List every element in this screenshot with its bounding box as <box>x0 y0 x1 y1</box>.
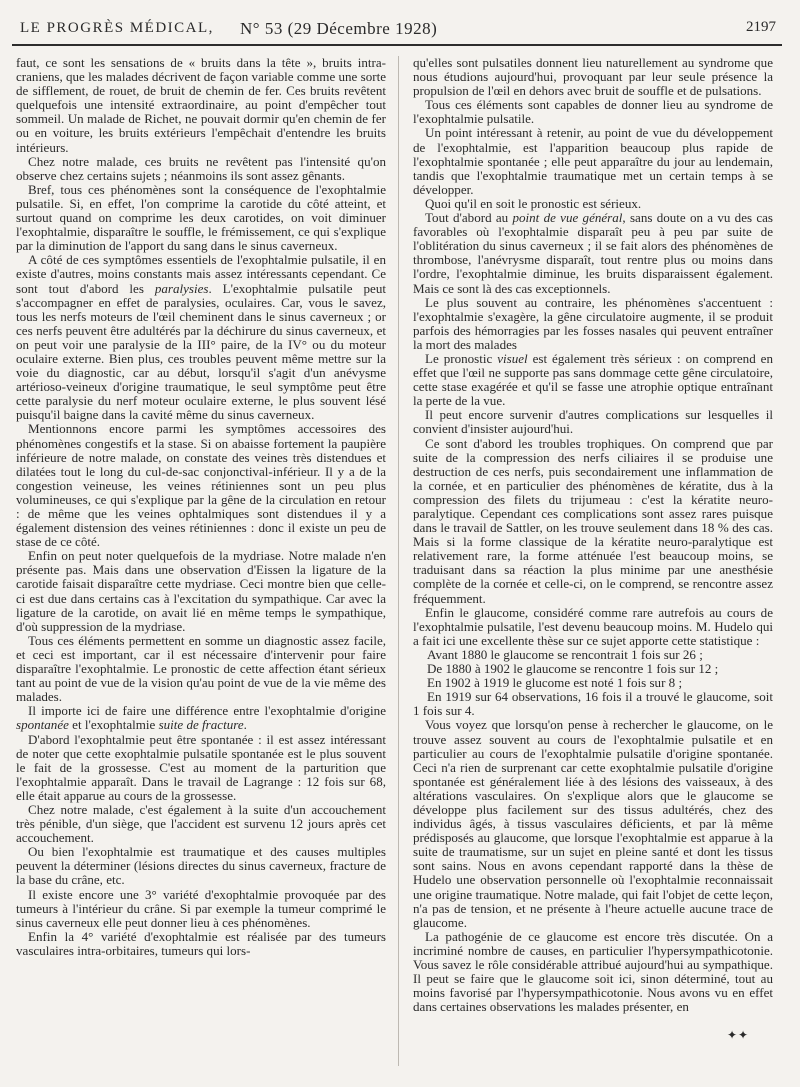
end-ornament: ✦✦ <box>727 1028 750 1042</box>
paragraph <box>413 676 773 690</box>
text-run: Mentionnons encore parmi les symptômes accessoires des phénomènes congestifs et la stase. Si on abaisse fortement la paupière inférieure de notre malade, on constate des veines très distendues et dilatées tout le long du cul-de-sac conjonctival-inférieur. Il y a de la congestion veineuse, les veines rétiniennes sont un peu plus volumineuses, ce qui s'explique par la gêne de la circulation en retour : de même que les veines ophtalmiques sont distendues il y a également distension des veines rétiniennes : donc il existe un peu de stase de ce côté. <box>16 421 386 550</box>
italic-text: spontanée <box>16 717 69 733</box>
paragraph <box>16 930 386 958</box>
paragraph <box>16 845 386 887</box>
paragraph <box>413 126 773 196</box>
paragraph <box>413 98 773 126</box>
text-run: Tous ces éléments sont capables de donner lieu au syndrome de l'exophtalmie pulsatile. <box>413 97 773 127</box>
paragraph <box>16 183 386 253</box>
paragraph <box>413 296 773 352</box>
text-run: Le plus souvent au contraire, les phénomènes s'accentuent : l'exophtalmie s'exagère, la gêne circulatoire augmente, il se produit parfois des hémorragies par les fosses nasales qui peuvent entraîner la mort des malades <box>413 294 773 352</box>
right-column <box>413 56 773 1014</box>
paragraph <box>16 253 386 422</box>
paragraph <box>413 197 773 211</box>
text-run: Enfin le glaucome, considéré comme rare autrefois au cours de l'exophtalmie pulsatile, l'est devenu beaucoup moins. M. Hudelo qui a fait ici une excellente thèse sur ce sujet apporte cette statistique : <box>413 604 773 648</box>
text-run: Il importe ici de faire une différence entre l'exophtalmie d'origine <box>28 703 386 719</box>
paragraph <box>413 211 773 296</box>
paragraph <box>16 704 386 732</box>
paragraph <box>413 718 773 929</box>
paragraph <box>16 422 386 549</box>
paragraph <box>413 690 773 718</box>
italic-text: suite de fracture <box>158 717 244 733</box>
paragraph <box>16 155 386 183</box>
text-run: A côté de ces symptômes essentiels de l'exophtalmie pulsatile, il en existe d'autres, moins constants mais assez intéressants cependant. Ce sont tout d'abord les <box>16 252 386 296</box>
column-divider <box>398 56 399 1066</box>
text-run: Vous voyez que lorsqu'on pense à rechercher le glaucome, on le trouve assez souvent au cours de l'exophtalmie pulsatile et en particulier au cours de l'exophtalmie pulsatile d'origine spontanée. Ceci n'a rien de surprenant car cette exophtalmie pulsatile d'origine spontanée est généralement liée à des lésions des vaisseaux, à des altérations vasculaires. On s'explique alors que le glaucome se développe plus facilement sur des tissus adultérés, chez des individus âgés, à tissus vasculaires déficients, et par là même prédisposés au glaucome, que lorsque l'exophtalmie est apparue à la suite de traumatisme, sur un sujet en pleine santé et dont les tissus sont sains. Nous en avons cependant rapporté dans la thèse de Hudelo une observation personnelle où l'exophtalmie reconnaissait une origine traumatique. Notre malade, qui fait l'objet de cette leçon, n'a pas de tension, et ne présente à l'heure actuelle aucune trace de glaucome. <box>413 717 773 930</box>
text-run: Bref, tous ces phénomènes sont la conséquence de l'exophtalmie pulsatile. Si, en effet, l'on comprime la carotide du côté atteint, et surtout quand on comprime les deux carotides, on voit diminuer l'exophtalmie, disparaître le souffle, le frémissement, ce qui s'explique par la diminution de l'apport du sang dans le sinus caverneux. <box>16 181 386 254</box>
page-header <box>20 16 776 40</box>
text-run: faut, ce sont les sensations de « bruits dans la tête », bruits intra-craniens, que les malades décrivent de façon variable comme une sorte de sifflement, de rouet, de bruit de chemin de fer. Ces bruits revêtent quelquefois une intensité extraordinaire, au point d'empêcher tout sommeil. Un malade de Richet, ne pouvait dormir qu'en chemin de fer ou en voiture, les bruits extérieurs l'empêchait d'entendre les bruits intérieurs. <box>16 55 386 155</box>
paragraph <box>413 352 773 408</box>
text-run: Tous ces éléments permettent en somme un diagnostic assez facile, et ceci est important, car il est nécessaire d'intervenir pour faire disparaître l'exophtalmie. Le pronostic de cette affection étant sérieux tant au point de vue de la vision qu'au point de vue de la vie même des malades. <box>16 632 386 705</box>
paragraph <box>413 56 773 98</box>
paragraph <box>413 606 773 648</box>
journal-title: LE PROGRÈS MÉDICAL, <box>20 20 214 36</box>
text-run: , sans doute on a vu des cas favorables où l'exophtalmie disparaît peu à peu par suite de l'oblitération du sinus caverneux ; il se fait alors des phénomènes de thrombose, l'anévrysme disparaît, tout rentre plus ou moins dans l'ordre, l'exophtalmie diminue, les bruits disparaissent également. Mais ce sont là des cas exceptionnels. <box>413 210 773 296</box>
italic-text: point de vue général <box>512 210 623 226</box>
text-run: Tout d'abord au <box>425 210 513 226</box>
italic-text: paralysies <box>154 280 209 296</box>
paragraph <box>413 662 773 676</box>
text-run: Il peut encore survenir d'autres complications sur lesquelles il convient d'insister aujourd'hui. <box>413 407 773 437</box>
paragraph <box>16 733 386 803</box>
text-run: De 1880 à 1902 le glaucome se rencontre 1 fois sur 12 ; <box>427 661 719 677</box>
paragraph <box>413 408 773 436</box>
paragraph <box>16 888 386 930</box>
header-rule <box>12 44 782 46</box>
text-run: Avant 1880 le glaucome se rencontrait 1 fois sur 26 ; <box>427 646 703 662</box>
text-run: Enfin on peut noter quelquefois de la mydriase. Notre malade n'en présente pas. Mais dans une observation d'Eissen la ligature de la carotide faisait disparaître cette mydriase. Ceci montre bien que celle-ci est due dans certains cas à l'excitation du sympathique. Car avec la ligature de la carotide, on avait lié en même temps le sympathique, d'où suppression de la mydriase. <box>16 548 386 634</box>
text-run: En 1902 à 1919 le glucome est noté 1 fois sur 8 ; <box>427 675 683 691</box>
text-run: En 1919 sur 64 observations, 16 fois il a trouvé le glaucome, soit 1 fois sur 4. <box>413 689 773 719</box>
paragraph <box>16 803 386 845</box>
page-number: 2197 <box>746 19 776 35</box>
text-run: et l'exophtalmie <box>68 717 159 733</box>
text-run: qu'elles sont pulsatiles donnent lieu naturellement au syndrome que nous étudions aujourd'hui, provoquant par leur seule présence la propulsion de l'œil en dehors avec bruit de souffle et de pulsations. <box>413 55 773 99</box>
italic-text: visuel <box>497 350 528 366</box>
paragraph <box>16 56 386 155</box>
paragraph <box>413 930 773 1015</box>
text-run: . L'exophtalmie pulsatile peut s'accompagner en effet de paralysies, oculaires. Car, vous le savez, tous les nerfs moteurs de l'œil cheminent dans le sinus caverneux ; or ces nerfs peuvent être adultérés par la déchirure du sinus caverneux, et on peut voir une paralysie de la III° paire, de la IV° ou du moteur oculaire externe. Bien plus, ces troubles peuvent même mettre sur la voie du diagnostic, car au début, lorsqu'il s'agit d'un anévysme artérioso-veineux d'origine traumatique, le seul symptôme peut être cette paralysie du nerf moteur oculaire externe, le plus souvent lésé puisqu'il baigne dans la cavité même du sinus caverneux. <box>16 280 386 423</box>
text-run: Il existe encore une 3° variété d'exophtalmie provoquée par des tumeurs à l'intérieur du crâne. Si par exemple la tumeur comprimé le sinus caverneux elle peut donner lieu à ces phénomènes. <box>16 886 386 930</box>
text-run: Enfin la 4° variété d'exophtalmie est réalisée par des tumeurs vasculaires intra-orbitaires, tumeurs qui lors- <box>16 928 386 958</box>
text-run: est également très sérieux : on comprend en effet que l'œil ne supporte pas sans dommage cette gêne circulatoire, cette stase exagérée et qu'il se fasse une atrophie optique entraînant la perte de la vue. <box>413 350 773 409</box>
text-run: La pathogénie de ce glaucome est encore très discutée. On a incriminé nombre de causes, en particulier l'hypersympathicotonie. Vous savez le rôle considérable attribué aujourd'hui au sympathique. Il peut se faire que le glaucome soit ici, sinon déterminé, tout au moins favorisé par l'hypersympathicotonie. Nous avons vu en effet dans certaines observations les malades présenter, en <box>413 928 773 1015</box>
text-run: Un point intéressant à retenir, au point de vue du développement de l'exophtalmie, est l'apparition beaucoup plus rapide de l'exophtalmie spontanée ; elle peut apparaître du jour au lendemain, tandis que l'exophtalmie traumatique met un certain temps à se développer. <box>413 125 773 197</box>
paragraph <box>16 634 386 704</box>
paragraph <box>413 437 773 606</box>
paragraph <box>413 648 773 662</box>
left-column <box>16 56 386 958</box>
text-run: D'abord l'exophtalmie peut être spontanée : il est assez intéressant de noter que cette exophtalmie pulsatile spontanée est le plus souvent le fait de la grossesse. C'est au moment de la parturition que l'exophtalmie apparaît. Dans le travail de Lagrange : 12 fois sur 68, elle était apparue au cours de la grossesse. <box>16 731 386 803</box>
text-run: Chez notre malade, c'est également à la suite d'un accouchement très pénible, d'un siège, que l'accident est survenu 12 jours après cet accouchement. <box>16 801 386 846</box>
text-run: . <box>243 717 247 733</box>
text-run: Ou bien l'exophtalmie est traumatique et des causes multiples peuvent la déterminer (lésions directes du sinus caverneux, fracture de la base du crâne, etc. <box>16 844 386 888</box>
issue-info: N° 53 (29 Décembre 1928) <box>240 19 438 38</box>
text-run: Chez notre malade, ces bruits ne revêtent pas l'intensité qu'on observe chez certains sujets ; néanmoins ils sont assez gênants. <box>16 153 386 183</box>
text-run: Le pronostic <box>425 350 498 366</box>
text-run: Ce sont d'abord les troubles trophiques. On comprend que par suite de la compression des nerfs ciliaires il se produise une destruction de ces nerfs, puis secondairement une inflammation de la cornée, et en particulier des phénomènes de kératite, dus à la compression des filets du trijumeau : c'est la kératite neuro-paralytique. Cependant ces complications sont assez rares puisque dans le travail de Sattler, on les trouve seulement dans 18 % des cas. Mais si la forme classique de la kératite neuro-paralytique est relativement rare, la forme atténuée l'est beaucoup moins, se traduisant dans sa réaction la plus minime par une anesthésie complète de la cornée et celle-ci, on le comprend, se rencontre assez fréquemment. <box>413 435 773 606</box>
text-run: Quoi qu'il en soit le pronostic est sérieux. <box>425 195 642 211</box>
paragraph <box>16 549 386 634</box>
